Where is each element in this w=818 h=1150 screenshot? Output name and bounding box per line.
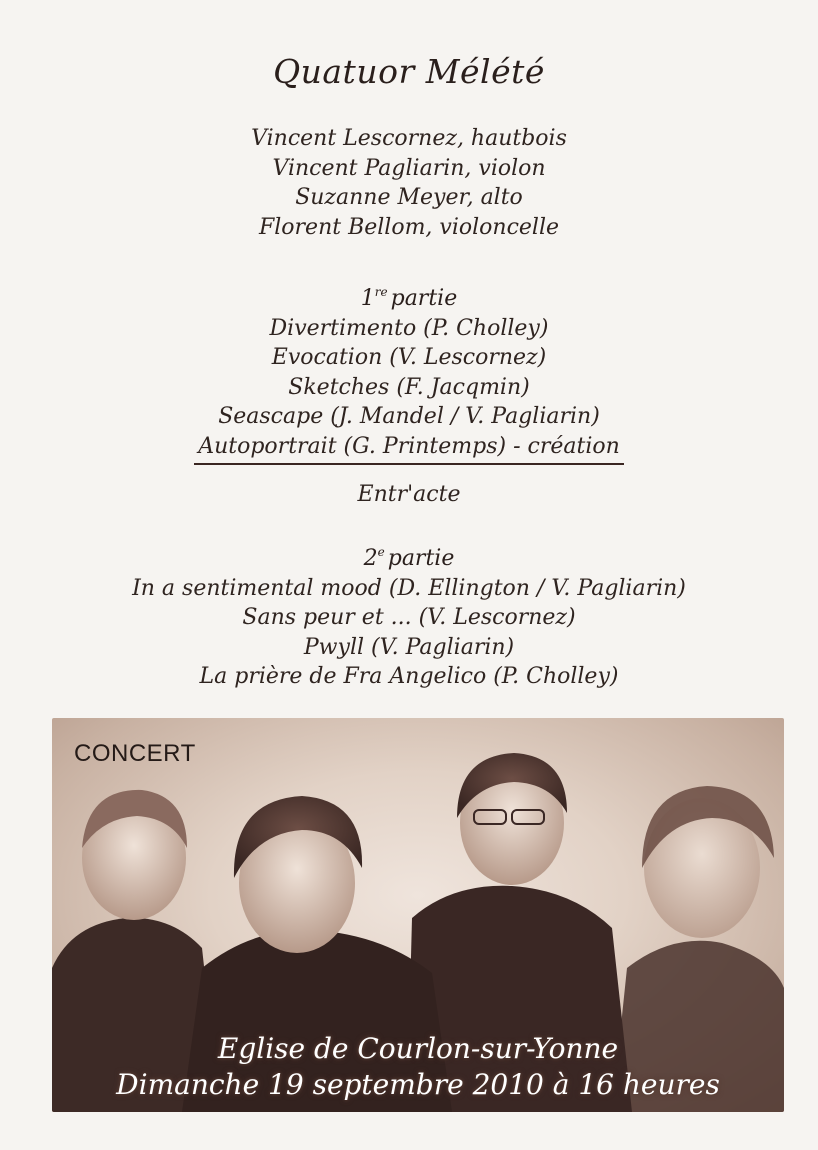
part-two-ordinal: 2	[363, 546, 378, 571]
musician-list	[0, 124, 818, 242]
part-two-ordinal-suffix: e	[377, 545, 385, 559]
musician-item: Florent Bellom, violoncelle	[258, 214, 560, 240]
part-one-ordinal: 1	[360, 286, 375, 311]
program-item: Pwyll (V. Pagliarin)	[303, 634, 515, 660]
musician-item: Vincent Pagliarin, violon	[272, 155, 546, 181]
part-one-ordinal-suffix: re	[374, 285, 388, 299]
concert-label: CONCERT	[74, 740, 196, 767]
program-item: Seascape (J. Mandel / V. Pagliarin)	[218, 404, 600, 429]
musician-item: Suzanne Meyer, alto	[295, 185, 523, 210]
program-item: In a sentimental mood (D. Ellington / V. Pagliarin)	[132, 575, 686, 601]
part-one-section	[0, 278, 818, 465]
part-one-heading	[0, 278, 818, 314]
intermission-label: Entr'acte	[357, 482, 461, 507]
venue-text: Eglise de Courlon-sur-Yonne	[217, 1032, 619, 1065]
page-title: Quatuor Mélété	[273, 52, 545, 91]
part-two-section	[0, 538, 818, 692]
program-item: Evocation (V. Lescornez)	[271, 345, 547, 370]
program-item: Divertimento (P. Cholley)	[269, 315, 549, 341]
musician-item: Vincent Lescornez, hautbois	[251, 126, 567, 151]
intermission-section	[0, 480, 818, 510]
part-two-label: partie	[387, 546, 455, 571]
program-item: Sans peur et ... (V. Lescornez)	[242, 605, 576, 630]
part-one-label: partie	[390, 286, 458, 311]
quartet-photo	[52, 718, 784, 1112]
date-text: Dimanche 19 septembre 2010 à 16 heures	[116, 1068, 720, 1101]
part-two-heading	[0, 538, 818, 574]
program-item: Sketches (F. Jacqmin)	[288, 374, 530, 400]
program-item-premiere: Autoportrait (G. Printemps) - création	[194, 432, 624, 466]
program-item: La prière de Fra Angelico (P. Cholley)	[199, 664, 619, 689]
